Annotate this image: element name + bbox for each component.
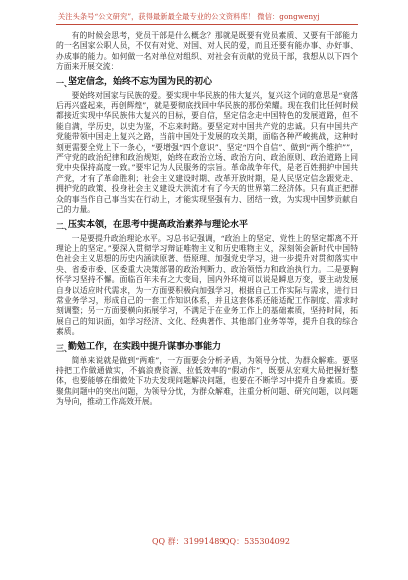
- section-marker: 三、: [56, 343, 72, 353]
- section-title: 勤勉工作，在实践中提升谋事办事能力: [68, 341, 222, 352]
- section-heading-3: [56, 341, 358, 353]
- footer-qq-number: QQ：535304092: [223, 537, 290, 546]
- section-marker: 一、: [56, 78, 72, 88]
- page-footer: [0, 532, 408, 552]
- header-divider: [56, 24, 358, 25]
- page-header: [0, 0, 408, 30]
- footer-qq-group: QQ 群：31991489: [152, 537, 225, 546]
- section-1-paragraph: 要始终对国家与民族的爱。要实现中华民族的伟大复兴，复兴这个词的意思是“衰落后再兴盛起来，再创辉煌”，就是要彻底找回中华民族的那份荣耀。现在我们比任何时候都接近实现中华民族伟大复兴的目标，要自信，坚定信念走中国特色的发展道路，但不能自满，学历史，以史为鉴，不忘来时路。要坚定对中国共产党的忠诚。只有中国共产党能带领中国走上复兴之路，当前中国处于发展的攻关期，面临各种严峻挑战，这种时刻更需要全党上下一条心，“要增强“四个意识”、坚定“四个自信”、做到“两个维护””，严守党的政治纪律和政治规矩，始终在政治立场、政治方向、政治原则、政治道路上同党中央保持高度一致。”要牢记为人民服务的宗旨。革命战争年代，是老百姓拥护中国共产党，才有了革命胜利；社会主义建设时期、改革开放时期，是人民坚定信念跟党走、拥护党的政策、投身社会主义建设大洪流才有了今天的世界第二经济体。只有真正把群众的事当作自己事当实在行动上，才能实现坚强有力、团结一致，为实现中国梦贡献自己的力量。: [56, 90, 358, 215]
- section-heading-2: [56, 219, 358, 231]
- section-heading-1: [56, 76, 358, 88]
- header-notice: 关注头条号“公文研究”，获得最新最全最专业的公文资料库！ 微信：gongwenyj: [58, 12, 320, 21]
- section-title: 坚定信念，始终不忘为国为民的初心: [68, 76, 213, 87]
- section-marker: 二、: [56, 221, 72, 231]
- intro-paragraph: 有的时候会思考，党员干部是什么概念？那就是既要有党员素质、又要有干部能力的一名国家公职人员，不仅有对党、对国、对人民的爱，而且还要有能办事、办好事、办成事的能力。如何做一名对单位对组织、对社会有贡献的党员干部，我想从以下四个方面来开展交流：: [56, 31, 358, 72]
- section-2-paragraph: 一是要提升政治理论水平。习总书记强调，“政治上的坚定、党性上的坚定都离不开理论上的坚定。”要深入贯彻学习辩证唯物主义和历史唯物主义，深刻领会新时代中国特色社会主义思想的历史内涵读原著、悟原理、加强党史学习，进一步提升对贯彻落实中央、省委市委、区委重大决策部署的政治判断力、政治领悟力和政治执行力。二是要胸怀学习坚持不懈。面临百年未有之大变局，国内外环境可以说是瞬息万变，要主动发展自身以适应时代需求，为一方面要积极向加强学习，根据自己工作实际与需求，进行日常业务学习，形成自己的一套工作知识体系，并且这套体系还能适配工作制度、需求时刻调整；另一方面要横向拓展学习，不满足于在业务工作上的基础素质，坚持时间，拓展自己的知识面，如学习经济、文化、经典著作、其他部门业务等等，提升自我的综合素质。: [56, 233, 358, 337]
- document-body: [56, 31, 358, 408]
- section-3-paragraph: 简单来说就是做到“两难”，一方面要会分析矛盾，为领导分忧、为群众解难。要坚持把工作做通做实，不搞浪费资源、拉低效率的“假动作”，既要从宏观大局把握好整体，也要能够在细微处下功夫发现问题解决问题，也要在不断学习中提升自身素质。要聚焦问题中的突出问题，为领导分忧，为群众解难，注重分析问题、研究问题，以问题为导向，推动工作高效开展。: [56, 355, 358, 407]
- section-title: 压实本领，在思考中提高政治素养与理论水平: [68, 219, 249, 230]
